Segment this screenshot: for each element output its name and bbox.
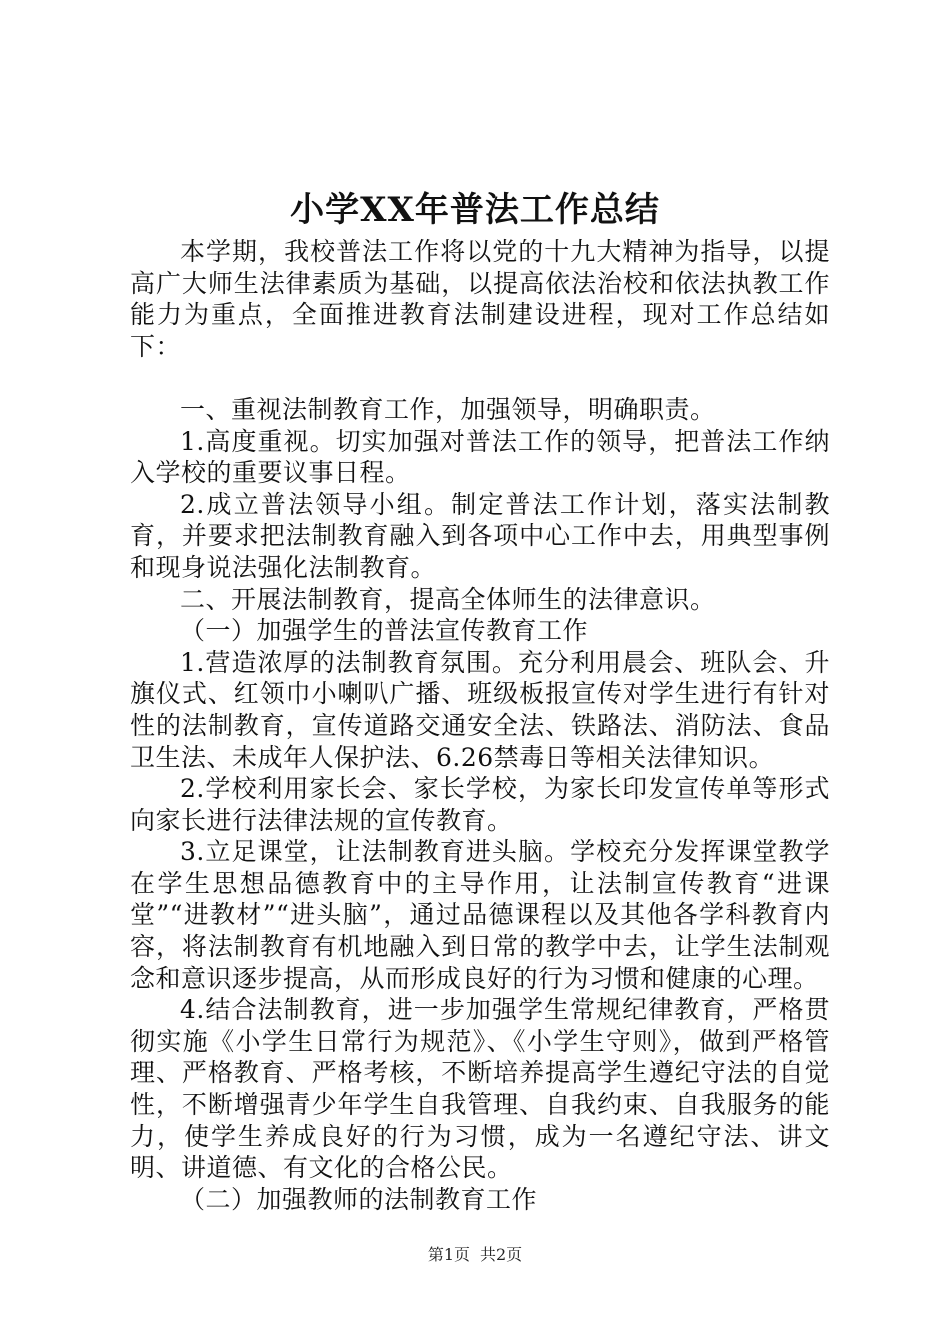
document-title: 小学XX年普法工作总结 [290, 190, 660, 230]
document-body [130, 236, 830, 1215]
section-heading-1: 一、重视法制教育工作，加强领导，明确职责。 [180, 394, 716, 424]
paragraph-item: 1.高度重视。切实加强对普法工作的领导，把普法工作纳入学校的重要议事日程。 [130, 426, 830, 488]
paragraph-item: 2.学校利用家长会、家长学校，为家长印发宣传单等形式向家长进行法律法规的宣传教育。 [130, 774, 830, 835]
section-heading-2: 二、开展法制教育，提高全体师生的法律意识。 [180, 584, 716, 614]
paragraph-item: 4.结合法制教育，进一步加强学生常规纪律教育，严格贯彻实施《小学生日常行为规范》、《小学生守则》，做到严格管理、严格教育、严格考核，不断培养提高学生遵纪守法的自觉性，不断增强青少年学生自我管理、自我约束、自我服务的能力，使学生养成良好的行为习惯，成为一名遵纪守法、讲文明、讲道德、有文化的合格公民。 [130, 995, 830, 1183]
intro-paragraph: 本学期，我校普法工作将以党的十九大精神为指导，以提高广大师生法律素质为基础，以提高依法治校和依法执教工作能力为重点，全面推进教育法制建设进程，现对工作总结如下： [130, 237, 830, 361]
page-total: 共2页 [480, 1245, 523, 1264]
subsection-heading-2: （二）加强教师的法制教育工作 [180, 1184, 538, 1214]
subsection-heading-1: （一）加强学生的普法宣传教育工作 [180, 616, 589, 646]
paragraph-item: 2.成立普法领导小组。制定普法工作计划，落实法制教育，并要求把法制教育融入到各项中心工作中去，用典型事例和现身说法强化法制教育。 [130, 489, 830, 582]
page-footer [0, 1244, 950, 1266]
paragraph-item: 1.营造浓厚的法制教育氛围。充分利用晨会、班队会、升旗仪式、红领巾小喇叭广播、班级板报宣传对学生进行有针对性的法制教育，宣传道路交通安全法、铁路法、消防法、食品卫生法、未成年人保护法、6.26禁毒日等相关法律知识。 [130, 647, 830, 772]
paragraph-item: 3.立足课堂，让法制教育进头脑。学校充分发挥课堂教学在学生思想品德教育中的主导作用，让法制宣传教育“进课堂”“进教材”“进头脑”，通过品德课程以及其他各学科教育内容，将法制教育有机地融入到日常的教学中去，让学生法制观念和意识逐步提高，从而形成良好的行为习惯和健康的心理。 [130, 837, 830, 993]
page-number: 第1页 [427, 1245, 470, 1264]
